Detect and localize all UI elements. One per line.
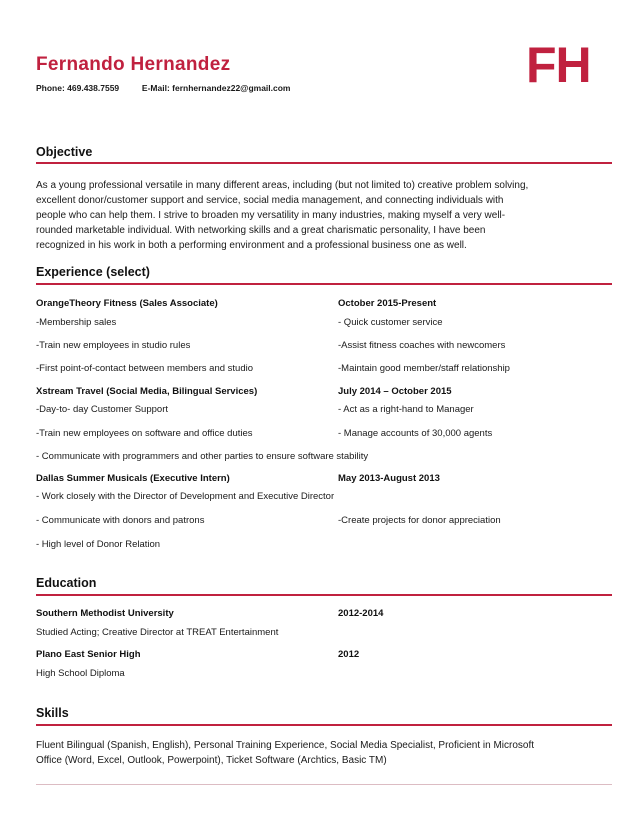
education-row-school xyxy=(36,608,612,622)
education-row xyxy=(36,627,612,641)
duty-right: - Act as a right-hand to Manager xyxy=(338,404,474,415)
experience-heading: Experience (select) xyxy=(36,265,150,279)
skills-line: Fluent Bilingual (Spanish, English), Personal Training Experience, Social Media Specialist, Proficient in Microsoft xyxy=(36,740,535,751)
school-name: Southern Methodist University xyxy=(36,608,174,619)
objective-line: people who can help them. I strive to broaden my versatility in many industries, making myself a very well- xyxy=(36,210,506,221)
experience-row xyxy=(36,363,612,377)
resume-name: Fernando Hernandez xyxy=(36,54,231,75)
duty-right: - Manage accounts of 30,000 agents xyxy=(338,428,493,439)
objective-heading: Objective xyxy=(36,145,93,159)
initials-monogram: FH xyxy=(526,37,591,93)
job-title: OrangeTheory Fitness (Sales Associate) xyxy=(36,298,218,309)
education-detail: Studied Acting; Creative Director at TREAT Entertainment xyxy=(36,627,279,638)
objective-divider xyxy=(36,162,612,164)
duty-right: -Maintain good member/staff relationship xyxy=(338,363,510,374)
experience-row xyxy=(36,404,612,418)
objective-paragraph xyxy=(36,178,608,253)
contact-line xyxy=(36,83,291,93)
email-text: E-Mail: fernhernandez22@gmail.com xyxy=(141,83,291,93)
duty-right: - Quick customer service xyxy=(338,317,443,328)
duty-left: - Work closely with the Director of Development and Executive Director xyxy=(36,491,335,502)
education-heading: Education xyxy=(36,576,97,590)
duty-left: -Train new employees in studio rules xyxy=(36,340,191,351)
experience-row-job-title xyxy=(36,473,612,487)
skills-paragraph xyxy=(36,738,608,768)
phone-text: Phone: 469.438.7559 xyxy=(36,83,120,93)
experience-row xyxy=(36,491,612,505)
job-title: Xstream Travel (Social Media, Bilingual Services) xyxy=(36,386,258,397)
duty-left: -Day-to- day Customer Support xyxy=(36,404,168,415)
experience-row xyxy=(36,515,612,529)
objective-line: As a young professional versatile in many different areas, including (but not limited to) creative problem solving, xyxy=(36,180,529,191)
education-divider xyxy=(36,594,612,596)
school-dates: 2012 xyxy=(338,649,360,660)
objective-line: recognized in his work in both a performing environment and a professional business one as well. xyxy=(36,240,467,251)
job-title: Dallas Summer Musicals (Executive Intern) xyxy=(36,473,230,484)
education-row xyxy=(36,668,612,682)
objective-line: excellent donor/customer support and service, social media management, and connecting individuals with xyxy=(36,195,504,206)
job-dates: May 2013-August 2013 xyxy=(338,473,440,484)
school-name: Plano East Senior High xyxy=(36,649,141,660)
experience-row xyxy=(36,317,612,331)
experience-row xyxy=(36,451,612,465)
experience-row-job-title xyxy=(36,298,612,312)
job-dates: October 2015-Present xyxy=(338,298,437,309)
experience-row-job-title xyxy=(36,386,612,400)
page-bottom-divider xyxy=(36,784,612,785)
experience-row xyxy=(36,428,612,442)
duty-left: - High level of Donor Relation xyxy=(36,539,161,550)
skills-divider xyxy=(36,724,612,726)
skills-line: Office (Word, Excel, Outlook, Powerpoint), Ticket Software (Archtics, Basic TM) xyxy=(36,755,387,766)
school-dates: 2012-2014 xyxy=(338,608,384,619)
objective-line: rounded marketable individual. With networking skills and a great charismatic personality, I have been xyxy=(36,225,486,236)
duty-right: -Assist fitness coaches with newcomers xyxy=(338,340,506,351)
duty-left: - Communicate with programmers and other parties to ensure software stability xyxy=(36,451,369,462)
duty-left: -Train new employees on software and office duties xyxy=(36,428,253,439)
experience-divider xyxy=(36,283,612,285)
education-detail: High School Diploma xyxy=(36,668,125,679)
duty-right: -Create projects for donor appreciation xyxy=(338,515,501,526)
job-dates: July 2014 – October 2015 xyxy=(338,386,452,397)
duty-left: -Membership sales xyxy=(36,317,117,328)
experience-row xyxy=(36,539,612,553)
experience-row xyxy=(36,340,612,354)
duty-left: -First point-of-contact between members and studio xyxy=(36,363,254,374)
skills-heading: Skills xyxy=(36,706,69,720)
education-row-school xyxy=(36,649,612,663)
duty-left: - Communicate with donors and patrons xyxy=(36,515,205,526)
